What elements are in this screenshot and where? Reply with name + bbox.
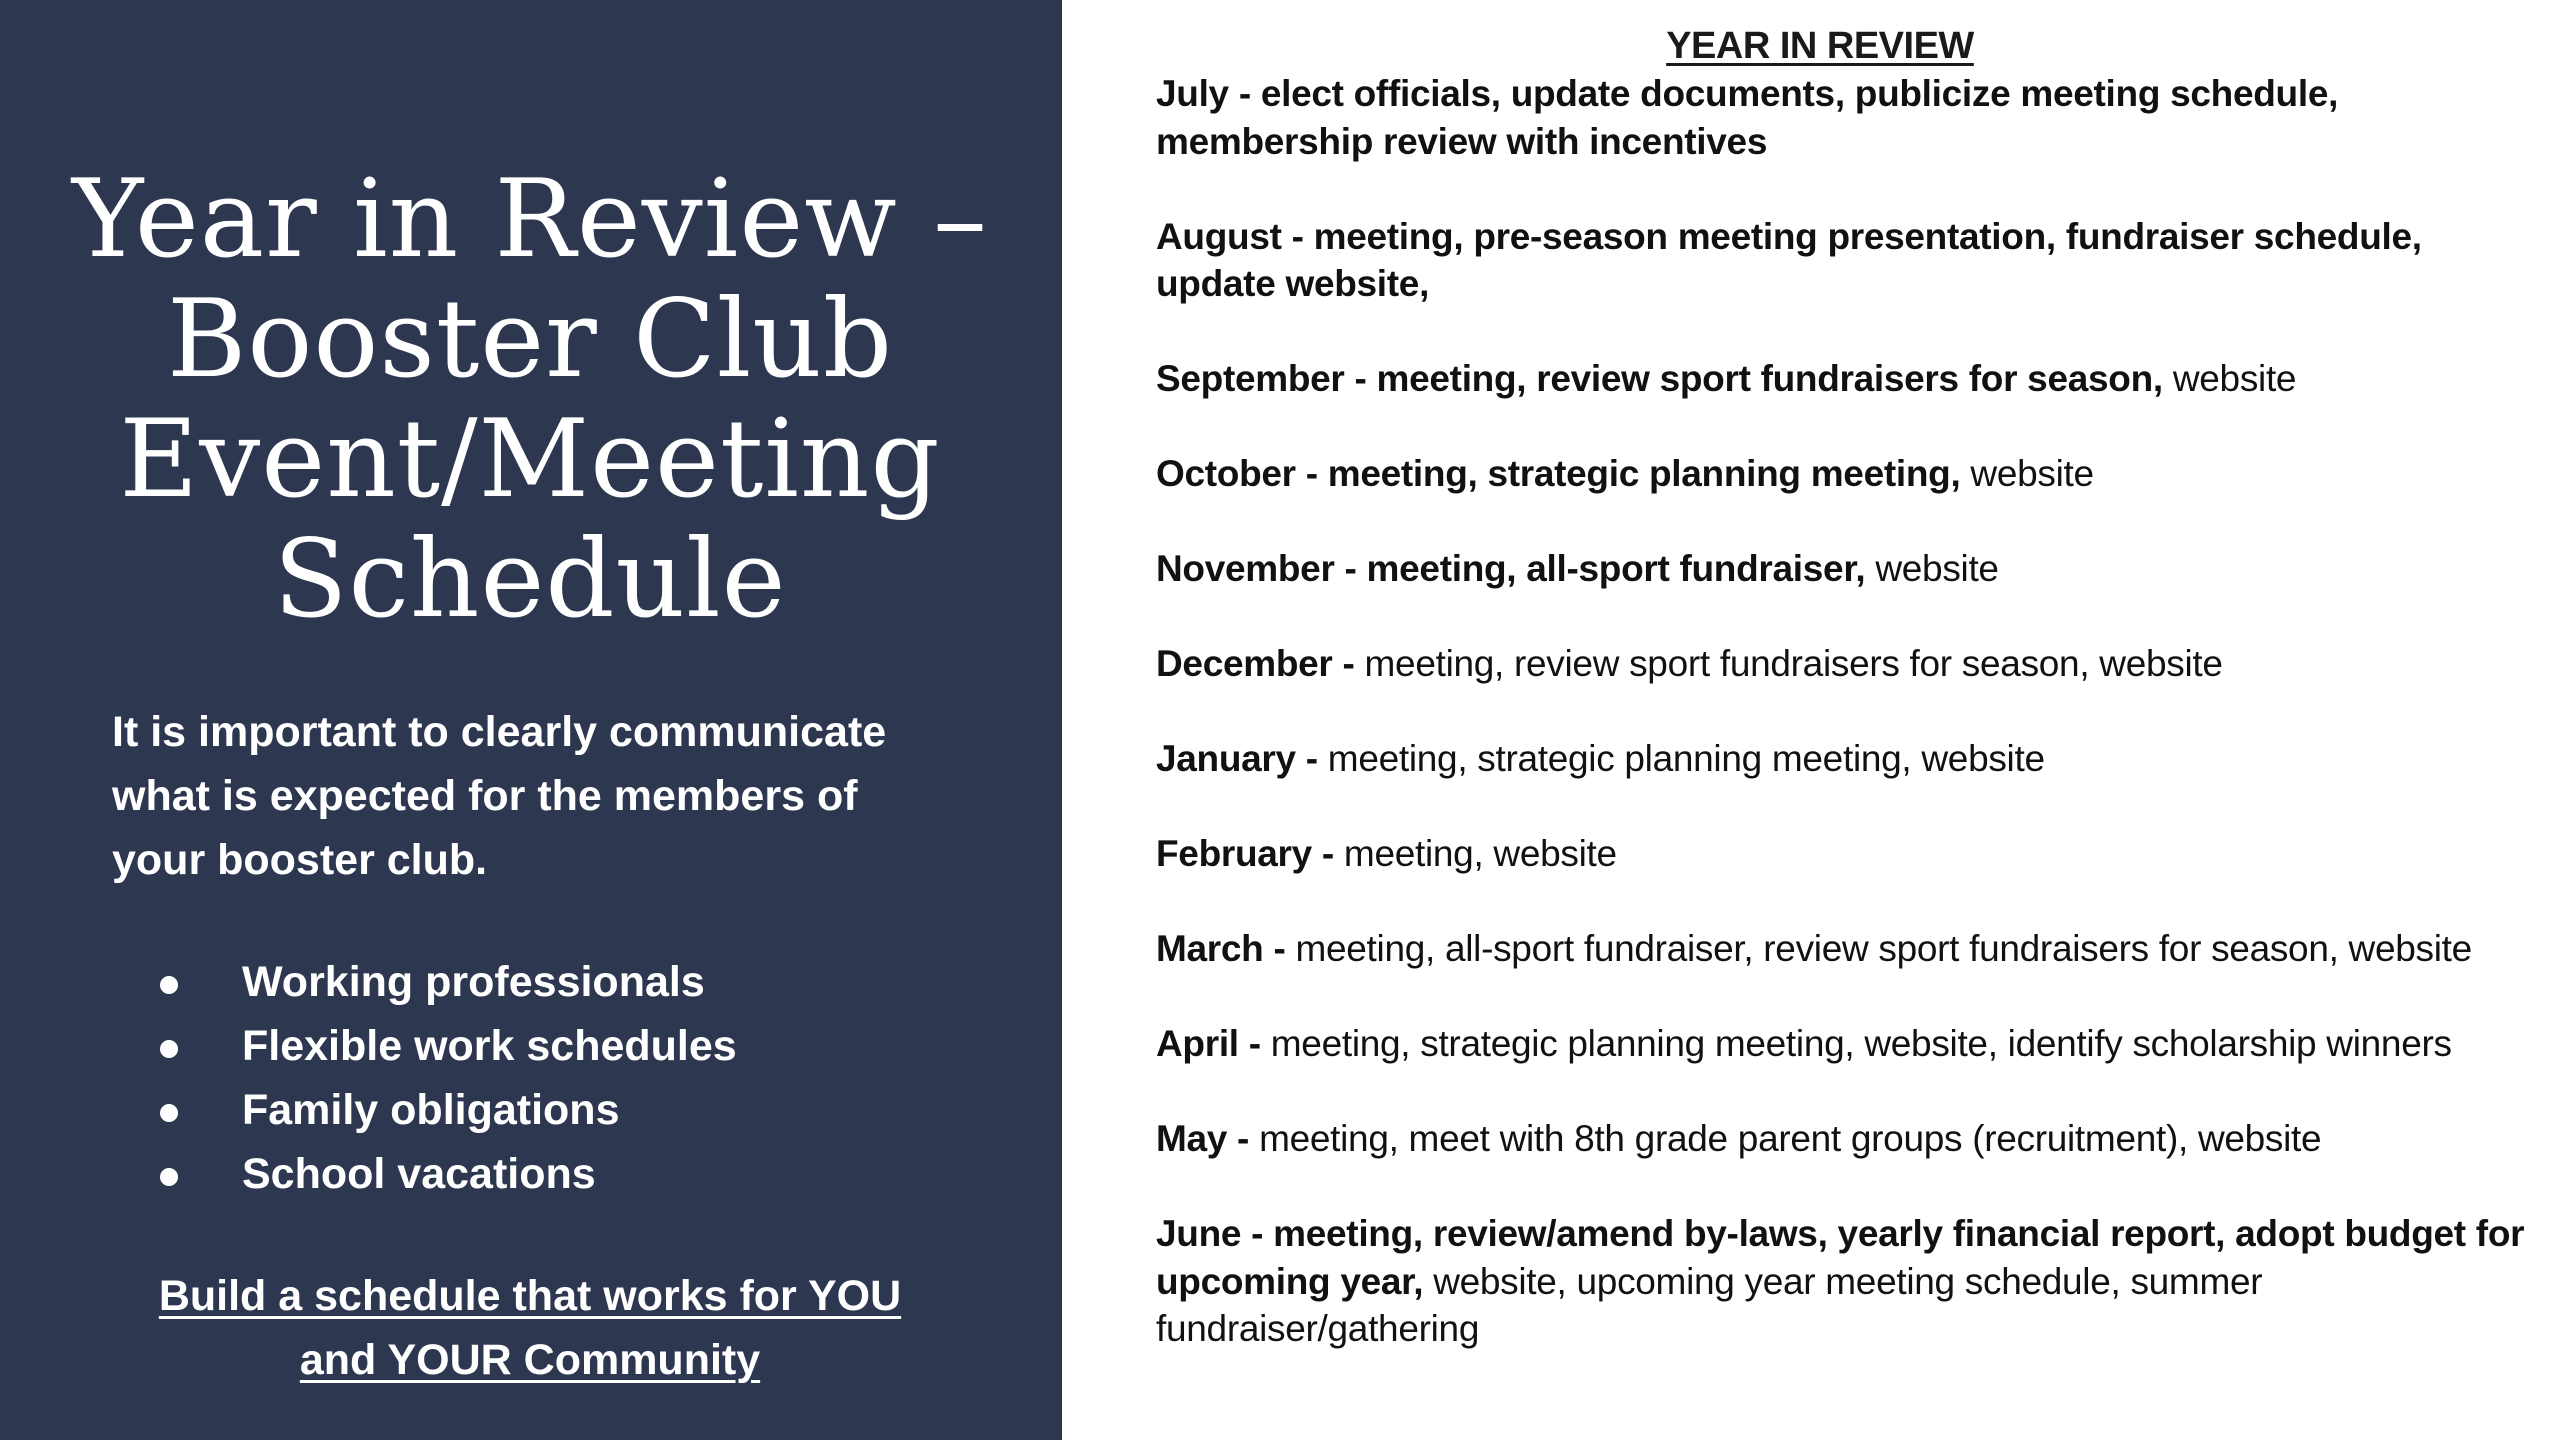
month-entry-july: [1156, 70, 2536, 165]
month-entry-january: [1156, 735, 2536, 783]
month-bold-text: May -: [1156, 1118, 1260, 1159]
month-entry-february: [1156, 830, 2536, 878]
list-item-label: Family obligations: [242, 1086, 620, 1134]
year-in-review-heading: YEAR IN REVIEW: [1666, 25, 1974, 67]
month-entry-october: [1156, 450, 2536, 498]
month-entry-june: [1156, 1210, 2536, 1353]
cta-line: Build a schedule that works for YOU: [158, 1272, 902, 1320]
list-item: [150, 1142, 970, 1206]
list-item-label: School vacations: [242, 1150, 596, 1198]
month-schedule: [1156, 70, 2536, 1400]
month-bold-text: January -: [1156, 738, 1328, 779]
month-entry-november: [1156, 545, 2536, 593]
list-item-label: Flexible work schedules: [242, 1022, 737, 1070]
title-line: Booster Club: [167, 277, 893, 402]
reasons-list: [150, 950, 970, 1206]
intro-paragraph: It is important to clearly communicate what is expected for the members of your booster club.: [112, 708, 887, 884]
month-entry-may: [1156, 1115, 2536, 1163]
month-bold-text: June - meeting, review/amend by-laws, yearly financial report, adopt budget for upcoming year,: [1156, 1213, 2525, 1302]
bullet-icon: [160, 1040, 178, 1058]
month-regular-text: website: [2162, 358, 2297, 399]
month-bold-text: December -: [1156, 643, 1365, 684]
month-regular-text: meeting, website: [1343, 833, 1617, 874]
month-bold-text: October - meeting, strategic planning meeting,: [1156, 453, 1961, 494]
list-item-label: Working professionals: [242, 958, 705, 1006]
bullet-icon: [160, 1104, 178, 1122]
month-bold-text: November - meeting, all-sport fundraiser,: [1156, 548, 1866, 589]
month-regular-text: meeting, meet with 8th grade parent groups (recruitment), website: [1259, 1118, 2322, 1159]
month-bold-text: July - elect officials, update documents, publicize meeting schedule, membership review with incentives: [1156, 73, 2339, 162]
month-regular-text: meeting, all-sport fundraiser, review sport fundraisers for season, website: [1295, 928, 2472, 969]
cta-line: and YOUR Community: [299, 1336, 761, 1384]
call-to-action: [60, 1264, 1000, 1392]
month-bold-text: August - meeting, pre-season meeting presentation, fundraiser schedule, update website,: [1156, 215, 2422, 304]
month-entry-september: [1156, 355, 2536, 403]
month-entry-december: [1156, 640, 2536, 688]
month-regular-text: website, upcoming year meeting schedule, summer fundraiser/gathering: [1156, 1260, 2263, 1349]
bullet-icon: [160, 1168, 178, 1186]
month-regular-text: website: [1865, 548, 1999, 589]
list-item: [150, 1078, 970, 1142]
month-bold-text: March -: [1156, 928, 1296, 969]
month-regular-text: meeting, strategic planning meeting, website: [1327, 738, 2045, 779]
month-regular-text: meeting, review sport fundraisers for season, website: [1364, 643, 2223, 684]
month-regular-text: website: [1960, 453, 2094, 494]
slide-title: [60, 157, 1000, 642]
list-item: [150, 950, 970, 1014]
left-panel: [0, 0, 1062, 1440]
month-entry-april: [1156, 1020, 2536, 1068]
month-regular-text: meeting, strategic planning meeting, website, identify scholarship winners: [1270, 1023, 2452, 1064]
month-bold-text: April -: [1156, 1023, 1271, 1064]
month-entry-august: [1156, 213, 2536, 308]
bullet-icon: [160, 976, 178, 994]
title-line: Schedule: [273, 517, 787, 642]
list-item: [150, 1014, 970, 1078]
month-entry-march: [1156, 925, 2536, 973]
title-line: Event/Meeting: [119, 397, 941, 522]
month-bold-text: September - meeting, review sport fundraisers for season,: [1156, 358, 2163, 399]
month-bold-text: February -: [1156, 833, 1344, 874]
title-line: Year in Review –: [71, 157, 989, 282]
